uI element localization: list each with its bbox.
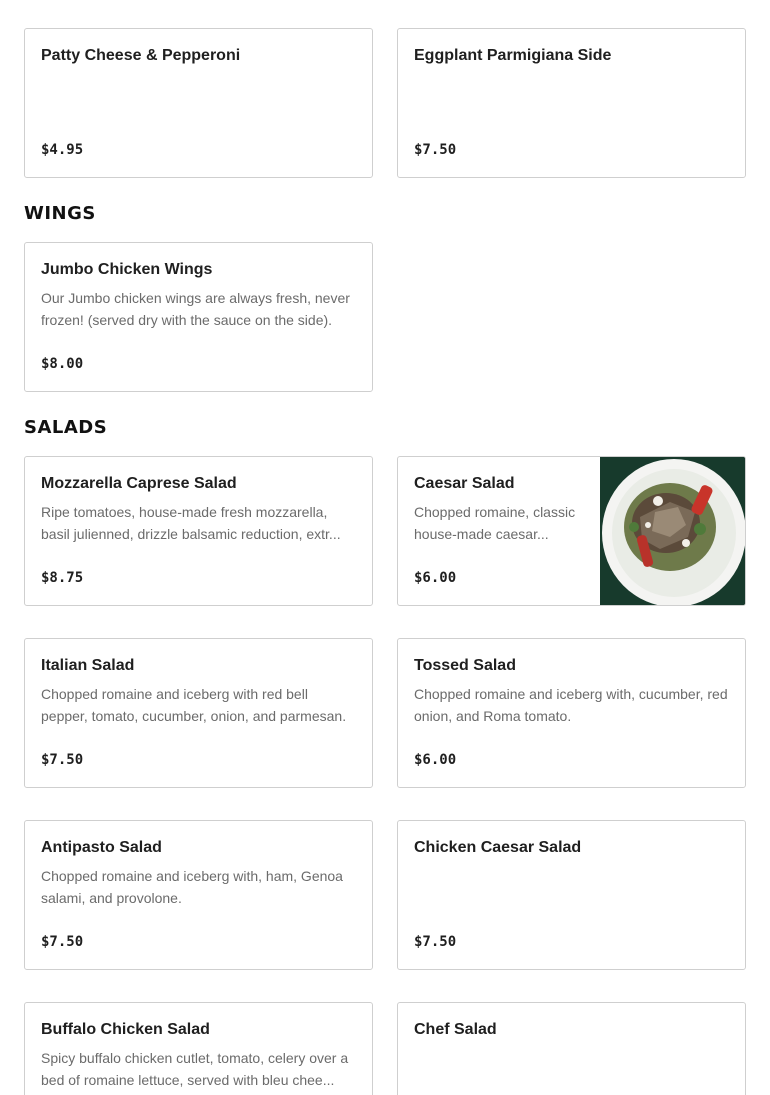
item-name: Italian Salad	[41, 657, 135, 674]
menu-item-card[interactable]	[397, 28, 746, 178]
menu-item-card[interactable]	[24, 638, 373, 788]
menu-item-card[interactable]	[397, 1002, 746, 1095]
menu-item-card[interactable]	[24, 242, 373, 392]
menu-item-card[interactable]	[24, 1002, 373, 1095]
item-price: $6.00	[414, 752, 457, 768]
menu-item-card[interactable]	[24, 820, 373, 970]
menu-row	[24, 28, 746, 178]
item-name: Chef Salad	[414, 1021, 497, 1038]
section-title-salads: SALADS	[24, 417, 108, 438]
item-price: $7.50	[414, 142, 457, 158]
menu-row	[24, 1002, 746, 1095]
item-description: Spicy buffalo chicken cutlet, tomato, celery over a bed of romaine lettuce, served with bleu chee...	[41, 1050, 349, 1088]
item-name: Jumbo Chicken Wings	[41, 261, 213, 278]
menu-item-card[interactable]	[24, 28, 373, 178]
item-name: Eggplant Parmigiana Side	[414, 47, 612, 64]
item-name: Antipasto Salad	[41, 839, 162, 856]
item-price: $7.50	[41, 752, 84, 768]
item-price: $8.00	[41, 356, 84, 372]
menu-row	[24, 242, 746, 392]
item-description: Ripe tomatoes, house-made fresh mozzarella, basil julienned, drizzle balsamic reduction, extr...	[41, 504, 341, 542]
item-description: Chopped romaine and iceberg with red bell pepper, tomato, cucumber, onion, and parmesan.	[41, 686, 347, 724]
menu-item-card[interactable]	[397, 456, 746, 606]
salad-image-icon	[600, 457, 745, 606]
menu-row	[24, 820, 746, 970]
item-description: Our Jumbo chicken wings are always fresh, never frozen! (served dry with the sauce on the side).	[41, 290, 350, 328]
item-price: $8.75	[41, 570, 84, 586]
item-name: Caesar Salad	[414, 475, 515, 492]
item-name: Mozzarella Caprese Salad	[41, 475, 237, 492]
menu-row	[24, 638, 746, 788]
item-price: $7.50	[41, 934, 84, 950]
menu-item-card[interactable]	[24, 456, 373, 606]
item-name: Buffalo Chicken Salad	[41, 1021, 210, 1038]
item-description: Chopped romaine and iceberg with, ham, Genoa salami, and provolone.	[41, 868, 343, 906]
item-name: Chicken Caesar Salad	[414, 839, 582, 856]
item-name: Tossed Salad	[414, 657, 516, 674]
item-price: $6.00	[414, 570, 457, 586]
menu-item-card[interactable]	[397, 638, 746, 788]
item-description: Chopped romaine and iceberg with, cucumber, red onion, and Roma tomato.	[414, 686, 728, 724]
item-description: Chopped romaine, classic house-made caesar...	[414, 504, 576, 542]
item-name: Patty Cheese & Pepperoni	[41, 47, 241, 64]
menu-item-card[interactable]	[397, 820, 746, 970]
item-price: $4.95	[41, 142, 84, 158]
item-photo	[600, 457, 745, 606]
item-price: $7.50	[414, 934, 457, 950]
menu-row	[24, 456, 746, 606]
section-title-wings: WINGS	[24, 203, 96, 224]
